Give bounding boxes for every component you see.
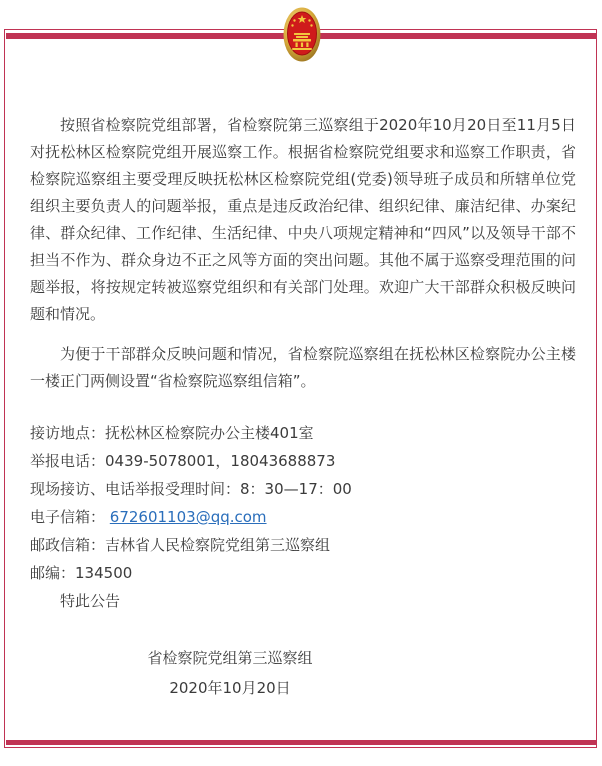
- bottom-red-rule: [6, 740, 596, 745]
- contact-row-hotline: [30, 447, 576, 475]
- contact-info-block: [30, 419, 576, 615]
- signature: 省检察院党组第三巡察组: [147, 649, 313, 667]
- hotline-label: 举报电话：: [30, 452, 106, 470]
- postcode-label: 邮编：: [30, 564, 76, 582]
- hours-label: 现场接访、电话举报受理时间：: [30, 480, 241, 498]
- body-paragraph-2: 为便于干部群众反映问题和情况，省检察院巡察组在抚松林区检察院办公主楼一楼正门两侧设置“省检察院巡察组信箱”。: [30, 345, 576, 390]
- mailbox-value: 吉林省人民检察院党组第三巡察组: [105, 536, 331, 554]
- national-emblem-icon: [283, 7, 321, 62]
- contact-row-postcode: [30, 559, 576, 587]
- hours-value: 8：30—17：00: [240, 480, 352, 498]
- mailbox-label: 邮政信箱：: [30, 536, 106, 554]
- closing-statement: 特此公告: [60, 592, 121, 610]
- postcode-value: 134500: [75, 564, 133, 582]
- contact-row-hours: [30, 475, 576, 503]
- contact-row-visit-location: [30, 419, 576, 447]
- date: 2020年10月20日: [169, 679, 291, 697]
- contact-row-email: [30, 503, 576, 531]
- body-paragraph-1: 按照省检察院党组部署，省检察院第三巡察组于2020年10月20日至11月5日对抚松林区检察院党组开展巡察工作。根据省检察院党组要求和巡察工作职责，省检察院巡察组主要受理反映抚松林区检察院党组(党委)领导班子成员和所辖单位党组织主要负责人的问题举报，重点是违反政治纪律、组织纪律、廉洁纪律、办案纪律、群众纪律、工作纪律、生活纪律、中央八项规定精神和“四风”以及领导干部不担当不作为、群众身边不正之风等方面的突出问题。其他不属于巡察受理范围的问题举报，将按规定转被巡察党组织和有关部门处理。欢迎广大干部群众积极反映问题和情况。: [30, 116, 576, 323]
- document-content: [30, 112, 576, 703]
- email-link[interactable]: 672601103@qq.com: [109, 508, 267, 526]
- hotline-value: 0439-5078001，18043688873: [105, 452, 336, 470]
- contact-row-mailbox: [30, 531, 576, 559]
- visit-location-value: 抚松林区检察院办公主楼401室: [105, 424, 314, 442]
- signature-block: [30, 643, 430, 703]
- visit-location-label: 接访地点：: [30, 424, 106, 442]
- email-label: 电子信箱：: [30, 508, 106, 526]
